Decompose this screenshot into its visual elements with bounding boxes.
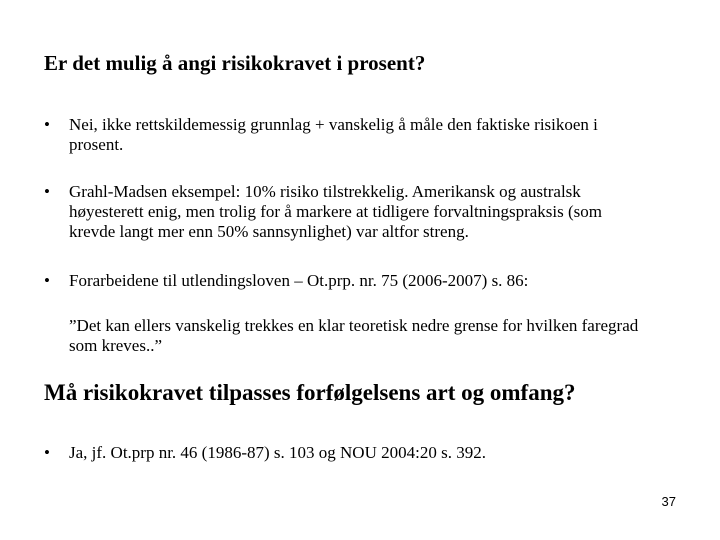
bullet-text <box>69 271 679 291</box>
bullet-icon: • <box>44 182 50 201</box>
text-line: Grahl-Madsen eksempel: 10% risiko tilstrekkelig. Amerikansk og australsk <box>69 182 581 201</box>
quote-line: ”Det kan ellers vanskelig trekkes en klar teoretisk nedre grense for hvilken faregrad <box>69 316 639 335</box>
section-heading-adaptation: Må risikokravet tilpasses forfølgelsens art og omfang? <box>44 380 576 405</box>
text-line: Forarbeidene til utlendingsloven – Ot.prp. nr. 75 (2006-2007) s. 86: <box>69 271 529 290</box>
bullet-text <box>69 443 679 463</box>
quote-block <box>69 316 689 356</box>
bullet-icon: • <box>44 271 50 290</box>
text-line: Ja, jf. Ot.prp nr. 46 (1986-87) s. 103 og NOU 2004:20 s. 392. <box>69 443 486 462</box>
bullet-icon: • <box>44 443 50 462</box>
text-line: Nei, ikke rettskildemessig grunnlag + vanskelig å måle den faktiske risikoen i <box>69 115 598 134</box>
quote-line: som kreves..” <box>69 336 163 355</box>
text-line: høyesterett enig, men trolig for å markere at tidligere forvaltningspraksis (som <box>69 202 602 221</box>
bullet-icon: • <box>44 115 50 134</box>
text-line: prosent. <box>69 135 124 154</box>
page-number: 37 <box>661 494 676 509</box>
bullet-text <box>69 182 679 242</box>
text-line: krevde langt mer enn 50% sannsynlighet) var altfor streng. <box>69 222 469 241</box>
bullet-text <box>69 115 679 155</box>
section-heading-percent: Er det mulig å angi risikokravet i prosent? <box>44 51 426 75</box>
